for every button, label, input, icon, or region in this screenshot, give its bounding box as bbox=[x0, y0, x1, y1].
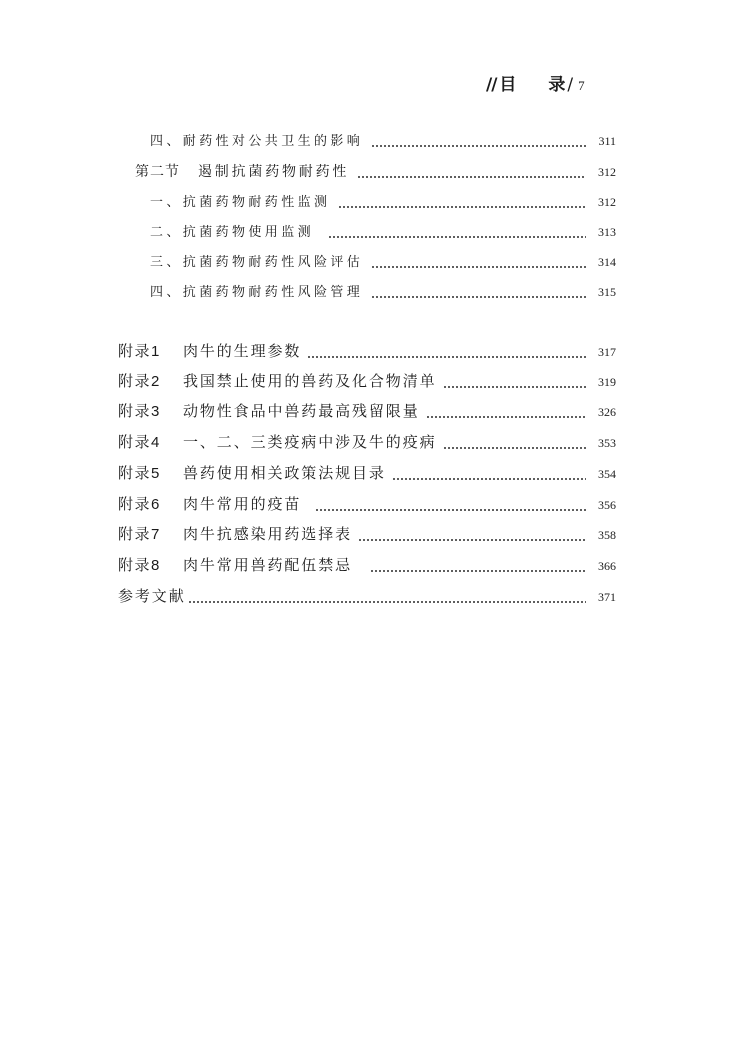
toc-entry-title: 二、抗菌药物使用监测 bbox=[150, 224, 315, 239]
dot-leader bbox=[188, 587, 586, 607]
appendix-page: 356 bbox=[598, 498, 616, 512]
appendix-title: 肉牛常用兽药配伍禁忌 bbox=[183, 557, 353, 574]
appendix-label: 附录3 bbox=[118, 403, 161, 420]
toc-section-label: 第二节 bbox=[135, 164, 180, 180]
appendix-label: 附录8 bbox=[118, 557, 161, 574]
dot-leader bbox=[371, 131, 586, 151]
dot-leader bbox=[328, 222, 586, 242]
dot-leader bbox=[371, 282, 586, 302]
appendix-page: 317 bbox=[598, 345, 616, 359]
toc-entry-page: 315 bbox=[598, 285, 616, 299]
toc-entry bbox=[150, 252, 616, 272]
appendix-label: 附录1 bbox=[118, 343, 161, 360]
dot-leader bbox=[443, 372, 586, 392]
running-header bbox=[486, 73, 585, 97]
dot-leader bbox=[443, 433, 586, 453]
appendix-page: 326 bbox=[598, 405, 616, 419]
appendix-page: 319 bbox=[598, 375, 616, 389]
dot-leader bbox=[392, 464, 586, 484]
toc-appendix-entry bbox=[118, 525, 616, 545]
header-slashes: // bbox=[486, 75, 497, 95]
toc-entry-title: 一、抗菌药物耐药性监测 bbox=[150, 194, 331, 209]
dot-leader bbox=[358, 525, 586, 545]
toc-appendix-entry bbox=[118, 342, 616, 362]
appendix-label: 附录5 bbox=[118, 465, 161, 482]
toc-references-entry bbox=[118, 587, 616, 607]
appendix-title: 肉牛抗感染用药选择表 bbox=[183, 526, 353, 543]
dot-leader bbox=[338, 192, 586, 212]
toc-entry-title: 三、抗菌药物耐药性风险评估 bbox=[150, 254, 364, 269]
appendix-title: 我国禁止使用的兽药及化合物清单 bbox=[183, 373, 437, 390]
toc-entry-page: 314 bbox=[598, 255, 616, 269]
toc-entry bbox=[150, 222, 616, 242]
header-title-char-2: 录 bbox=[548, 75, 566, 95]
appendix-page: 353 bbox=[598, 436, 616, 450]
toc-entry-page: 311 bbox=[598, 134, 616, 148]
toc-appendix-entry bbox=[118, 556, 616, 576]
header-title-char-1: 目 bbox=[499, 75, 517, 95]
dot-leader bbox=[371, 252, 586, 272]
appendix-label: 附录6 bbox=[118, 496, 161, 513]
appendix-label: 附录4 bbox=[118, 434, 161, 451]
dot-leader bbox=[357, 162, 586, 182]
appendix-title: 动物性食品中兽药最高残留限量 bbox=[183, 403, 420, 420]
toc-entry-page: 313 bbox=[598, 225, 616, 239]
appendix-label: 附录7 bbox=[118, 526, 161, 543]
dot-leader bbox=[307, 342, 586, 362]
toc-entry bbox=[150, 192, 616, 212]
toc-entry-title: 四、抗菌药物耐药性风险管理 bbox=[150, 284, 364, 299]
appendix-page: 358 bbox=[598, 528, 616, 542]
toc-entry-page: 312 bbox=[598, 165, 616, 179]
appendix-title: 肉牛的生理参数 bbox=[183, 343, 302, 360]
toc-appendix-entry bbox=[118, 495, 616, 515]
toc-entry-page: 312 bbox=[598, 195, 616, 209]
references-page: 371 bbox=[598, 590, 616, 604]
toc-section-heading bbox=[135, 162, 616, 182]
header-separator: / bbox=[567, 75, 574, 95]
appendix-title: 肉牛常用的疫苗 bbox=[183, 496, 302, 513]
toc-appendix-entry bbox=[118, 464, 616, 484]
toc-appendix-entry bbox=[118, 402, 616, 422]
toc-entry-title: 遏制抗菌药物耐药性 bbox=[198, 164, 350, 180]
toc-appendix-entry bbox=[118, 433, 616, 453]
toc-entry-title: 四、耐药性对公共卫生的影响 bbox=[150, 133, 364, 148]
appendix-page: 366 bbox=[598, 559, 616, 573]
toc-appendix-entry bbox=[118, 372, 616, 392]
dot-leader bbox=[370, 556, 586, 576]
appendix-title: 一、二、三类疫病中涉及牛的疫病 bbox=[183, 434, 437, 451]
toc-entry bbox=[150, 131, 616, 151]
references-title: 参考文献 bbox=[118, 588, 186, 605]
dot-leader bbox=[315, 495, 586, 515]
appendix-title: 兽药使用相关政策法规目录 bbox=[183, 465, 386, 482]
dot-leader bbox=[426, 402, 586, 422]
toc-entry bbox=[150, 282, 616, 302]
appendix-label: 附录2 bbox=[118, 373, 161, 390]
appendix-page: 354 bbox=[598, 467, 616, 481]
header-page-number: 7 bbox=[578, 78, 585, 93]
